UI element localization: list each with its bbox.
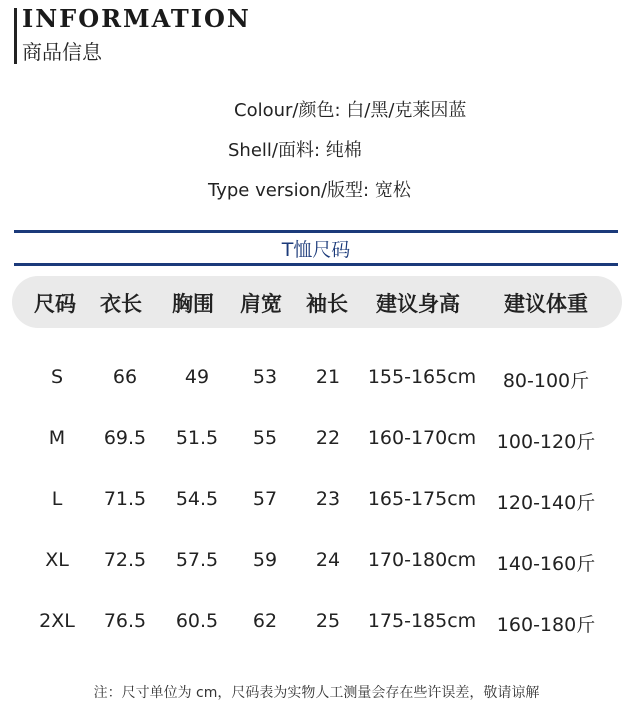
- cell-chest: 54.5: [175, 488, 219, 510]
- header-title-zh: 商品信息: [22, 40, 102, 64]
- cell-shoulder: 53: [252, 366, 278, 388]
- cell-length: 69.5: [103, 427, 147, 449]
- cell-weight: 160-180斤: [496, 614, 596, 636]
- cell-size: XL: [45, 549, 69, 571]
- cell-weight: 140-160斤: [496, 553, 596, 575]
- section-header: [0, 0, 633, 70]
- info-type-value: 宽松: [374, 180, 411, 201]
- cell-weight: 120-140斤: [496, 492, 596, 514]
- size-chart-title: T恤尺码: [281, 239, 351, 261]
- cell-weight: 100-120斤: [496, 431, 596, 453]
- cell-size: 2XL: [39, 610, 75, 632]
- header-size: 尺码: [34, 292, 76, 316]
- cell-sleeve: 22: [315, 427, 341, 449]
- header-height: 建议身高: [376, 292, 460, 316]
- table-row: [0, 549, 633, 579]
- cell-length: 66: [112, 366, 138, 388]
- cell-height: 170-180cm: [367, 549, 477, 571]
- cell-length: 76.5: [103, 610, 147, 632]
- cell-chest: 60.5: [175, 610, 219, 632]
- info-colour-value: 白/黑/克莱因蓝: [346, 100, 467, 121]
- cell-shoulder: 62: [252, 610, 278, 632]
- cell-chest: 49: [184, 366, 210, 388]
- info-type-label: Type version/版型:: [208, 180, 370, 201]
- cell-height: 165-175cm: [367, 488, 477, 510]
- info-type: [208, 176, 411, 202]
- info-shell: [228, 136, 362, 162]
- size-note: 注：尺寸单位为 cm，尺码表为实物人工测量会存在些许误差，敬请谅解: [93, 685, 540, 701]
- info-colour: [234, 96, 466, 122]
- header-weight: 建议体重: [504, 292, 588, 316]
- cell-sleeve: 21: [315, 366, 341, 388]
- title-rule-top: [14, 230, 618, 233]
- table-row: [0, 610, 633, 640]
- table-header: [12, 276, 622, 328]
- info-shell-label: Shell/面料:: [228, 140, 321, 161]
- table-row: [0, 366, 633, 396]
- cell-sleeve: 24: [315, 549, 341, 571]
- info-shell-value: 纯棉: [325, 140, 362, 161]
- cell-shoulder: 59: [252, 549, 278, 571]
- cell-weight: 80-100斤: [502, 370, 590, 392]
- table-row: [0, 488, 633, 518]
- header-title-en: INFORMATION: [22, 4, 251, 33]
- size-chart-title-bar: [14, 230, 618, 266]
- cell-length: 72.5: [103, 549, 147, 571]
- header-chest: 胸围: [172, 292, 214, 316]
- cell-height: 160-170cm: [367, 427, 477, 449]
- cell-height: 155-165cm: [367, 366, 477, 388]
- cell-chest: 51.5: [175, 427, 219, 449]
- cell-shoulder: 55: [252, 427, 278, 449]
- cell-length: 71.5: [103, 488, 147, 510]
- cell-size: M: [48, 427, 66, 449]
- header-length: 衣长: [100, 292, 142, 316]
- cell-sleeve: 25: [315, 610, 341, 632]
- header-sleeve: 袖长: [306, 292, 348, 316]
- header-divider: [14, 8, 17, 64]
- info-colour-label: Colour/颜色:: [234, 100, 341, 121]
- cell-shoulder: 57: [252, 488, 278, 510]
- title-rule-bottom: [14, 263, 618, 266]
- header-shoulder: 肩宽: [240, 292, 282, 316]
- cell-height: 175-185cm: [367, 610, 477, 632]
- table-row: [0, 427, 633, 457]
- cell-sleeve: 23: [315, 488, 341, 510]
- cell-size: S: [50, 366, 64, 388]
- cell-size: L: [51, 488, 63, 510]
- cell-chest: 57.5: [175, 549, 219, 571]
